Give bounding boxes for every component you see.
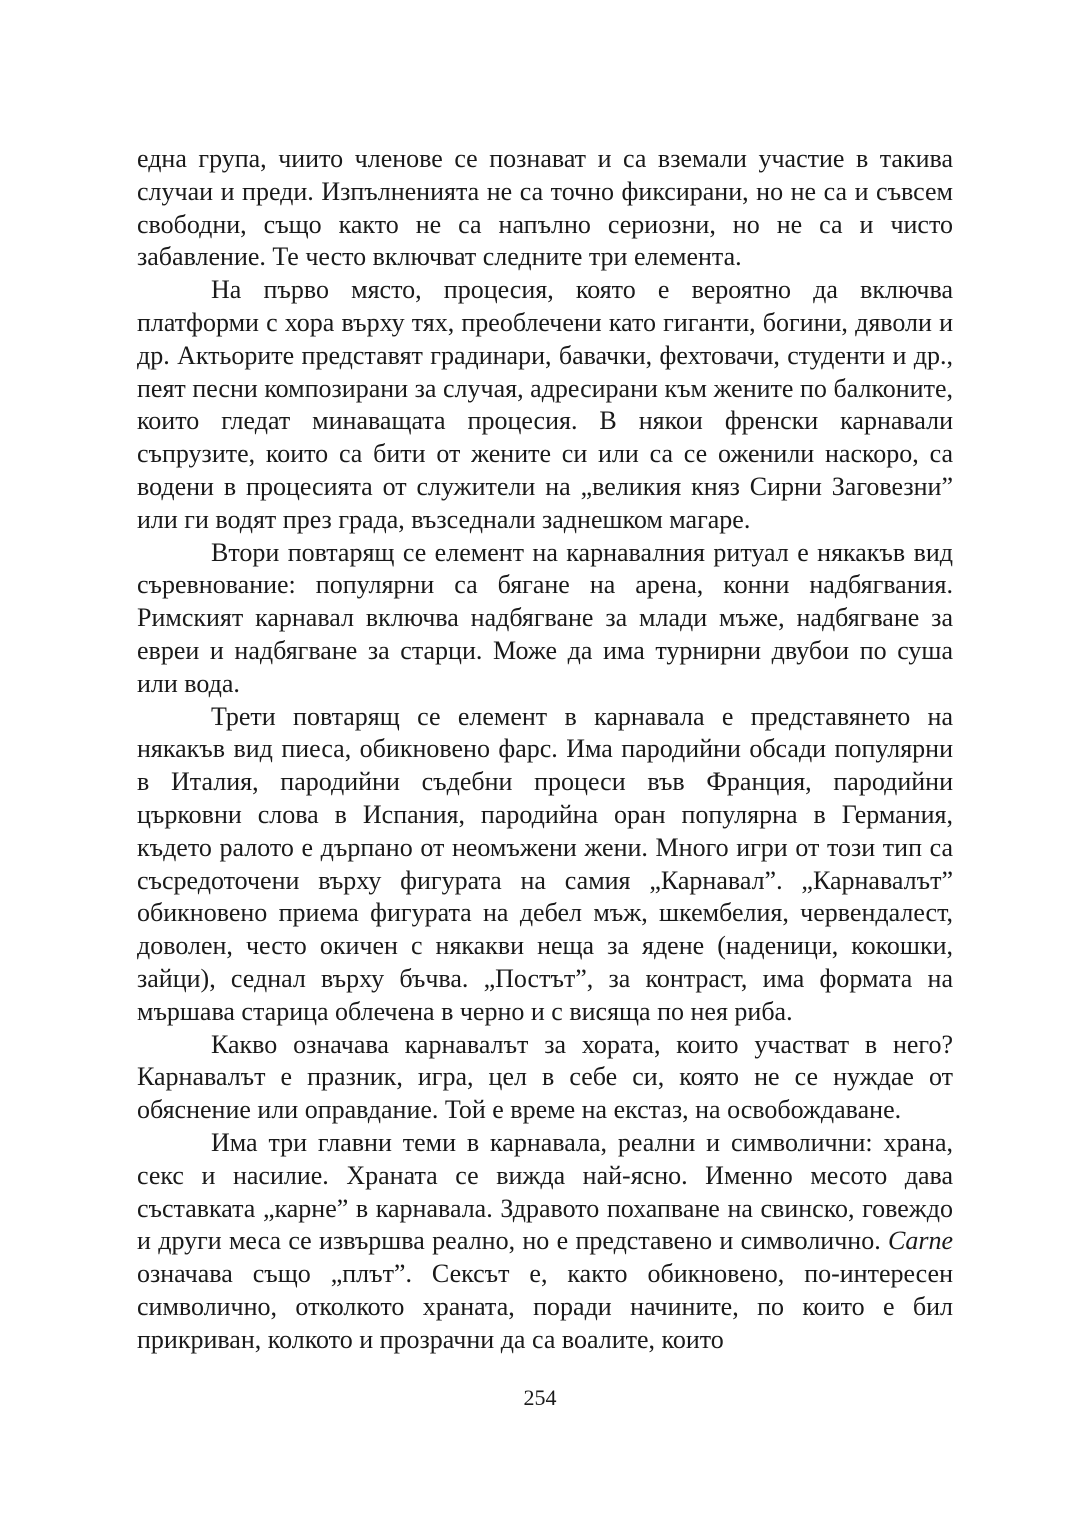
themes-text-before: Има три главни теми в карнавала, реални и символични: храна, секс и насилие. Храната се вижда най-ясно. Именно месото дава съставката „карне” в карнавала. Здравото похапване на свинско, говеждо и други меса се извършва реално, но е представено и символично.: [137, 1127, 953, 1256]
document-page: [137, 143, 953, 1356]
italic-term-carne: Carne: [888, 1226, 953, 1256]
paragraph-play: Трети повтарящ се елемент в карнавала е представянето на някакъв вид пиеса, обикновено фарс. Има пародийни обсади популярни в Италия, пародийни съдебни процеси във Франция, пародийни църковни слова в Испания, пародийна оран популярна в Германия, където ралото е дърпано от неомъжени жени. Много игри от този тип са съсредоточени върху фигурата на самия „Карнавал”. „Карнавалът” обикновено приема фигурата на дебел мъж, шкембелия, червендалест, доволен, често окичен с някакви неща за ядене (наденици, кокошки, зайци), седнал върху бъчва. „Постът”, за контраст, има формата на мършава старица облечена в черно и с висяща по нея риба.: [137, 701, 953, 1026]
paragraph-competition: Втори повтарящ се елемент на карнавалния ритуал е някакъв вид съревнование: популярни са бягане на арена, конни надбягвания. Римският карнавал включва надбягване за млади мъже, надбягване за евреи и надбягване за старци. Може да има турнирни двубои по суша или вода.: [137, 537, 953, 698]
paragraph-meaning: Какво означава карнавалът за хората, които участват в него? Карнавалът е празник, игра, цел в себе си, която не се нуждае от обяснение или оправдание. Той е време на екстаз, на освобождаване.: [137, 1029, 953, 1125]
paragraph-procession: На първо място, процесия, която е вероятно да включва платформи с хора върху тях, преоблечени като гиганти, богини, дяволи и др. Актьорите представят градинари, бавачки, фехтовачи, студенти и др., пеят песни композирани за случая, адресирани към жените по балконите, които гледат минаващата процесия. В някои френски карнавали съпрузите, които са бити от жените си или са се оженили наскоро, са водени в процесията от служители на „великия княз Сирни Заговезни” или ги водят през града, възседнали заднешком магаре.: [137, 275, 953, 534]
page-number: 254: [523, 1385, 557, 1410]
paragraph-continuation: една група, чиито членове се познават и са вземали участие в такива случаи и преди. Изпълненията не са точно фиксирани, но не са и съвсем свободни, също както не са напълно сериозни, но не са и чисто забавление. Те често включват следните три елемента.: [137, 144, 953, 272]
paragraph-themes: [137, 1127, 953, 1357]
themes-text-after: означава също „плът”. Сексът е, както обикновено, по-интересен символично, отколкото храната, поради начините, по които е бил прикриван, колкото и прозрачни да са воалите, които: [137, 1259, 953, 1354]
